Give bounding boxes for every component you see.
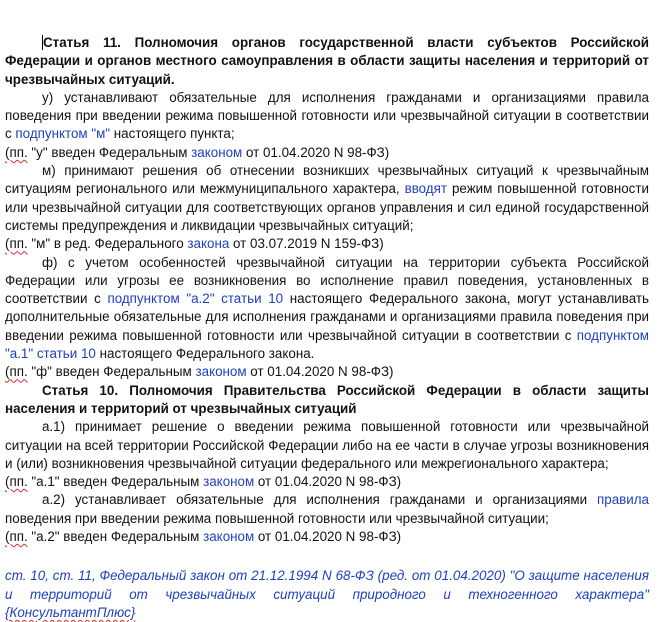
item-m-paragraph: м) принимают решения об отнесении возникших чрезвычайных ситуаций к чрезвычайным ситуациям регионального или межмуниципального характера, вводят режим повышенной готовности или чрезвычайной ситуации для соответствующих органов управления и сил единой государственной системы предупреждения и ликвидации чрезвычайных ситуаций; <box>5 163 649 233</box>
item-f-paragraph: ф) с учетом особенностей чрезвычайной ситуации на территории субъекта Российской Федерации или угрозы ее возникновения во исполнение правил поведения, установленных в соответствии с подпунктом "а.2" статьи 10 настоящего Федерального закона, могут устанавливать дополнительные обязательные для исполнения гражданами и организациями правила поведения при введении режима повышенной готовности или чрезвычайной ситуации в соответствии с подпунктом "а.1" статьи 10 настоящего Федерального закона. <box>5 254 649 362</box>
note-a2: (пп. "а.2" введен Федеральным законом от 01.04.2020 N 98-ФЗ) <box>5 529 402 545</box>
link-law-note-m[interactable]: закона <box>187 236 230 252</box>
item-a2-paragraph: а.2) устанавливает обязательные для исполнения гражданами и организациями правила поведения при введении режима повышенной готовности или чрезвычайной ситуации; <box>5 492 649 526</box>
note-m: (пп. "м" в ред. Федерального закона от 03.07.2019 N 159-ФЗ) <box>5 236 384 252</box>
item-u-paragraph: у) устанавливают обязательные для исполнения гражданами и организациями правила поведения при введении режима повышенной готовности или чрезвычайной ситуации в соответствии с подпунктом "м" настоящего пункта; <box>5 89 649 142</box>
link-law-note-a2[interactable]: законом <box>203 529 255 545</box>
link-rules[interactable]: правила <box>597 492 649 508</box>
link-subparagraph-a2[interactable]: подпунктом "а.2" статьи 10 <box>107 291 284 307</box>
document-body <box>5 34 649 622</box>
note-u: (пп. "у" введен Федеральным законом от 01.04.2020 N 98-ФЗ) <box>5 144 390 160</box>
note-f: (пп. "ф" введен Федеральным законом от 01.04.2020 N 98-ФЗ) <box>5 364 394 380</box>
link-law-note-a1[interactable]: законом <box>203 474 255 490</box>
link-vvodyat[interactable]: вводят <box>404 181 448 197</box>
link-law-note-f[interactable]: законом <box>195 364 247 380</box>
link-law-note-u[interactable]: законом <box>191 144 243 160</box>
citation-source: {КонсультантПлюс} <box>5 604 136 620</box>
article-11-heading: Статья 11. Полномочия органов государственной власти субъектов Российской Федерации и органов местного самоуправления в области защиты населения и территорий от чрезвычайных ситуаций. <box>5 35 649 87</box>
item-a1-paragraph: а.1) принимает решение о введении режима повышенной готовности или чрезвычайной ситуации на всей территории Российской Федерации либо на ее части в случае угрозы возникновения и (или) возникновения чрезвычайной ситуации федерального или межрегионального характера; <box>5 419 649 471</box>
link-subparagraph-m[interactable]: подпунктом "м" <box>15 126 111 142</box>
article-10-heading: Статья 10. Полномочия Правительства Российской Федерации в области защиты населения и территорий от чрезвычайных ситуаций <box>5 382 649 416</box>
link-subparagraph-a1[interactable]: подпунктом "а.1" статьи 10 <box>5 327 649 362</box>
note-a1: (пп. "а.1" введен Федеральным законом от 01.04.2020 N 98-ФЗ) <box>5 474 402 490</box>
citation[interactable]: ст. 10, ст. 11, Федеральный закон от 21.12.1994 N 68-ФЗ (ред. от 01.04.2020) "О защите населения и территорий от чрезвычайных ситуаций природного и техногенного характера" {КонсультантПлюс} <box>5 568 649 620</box>
